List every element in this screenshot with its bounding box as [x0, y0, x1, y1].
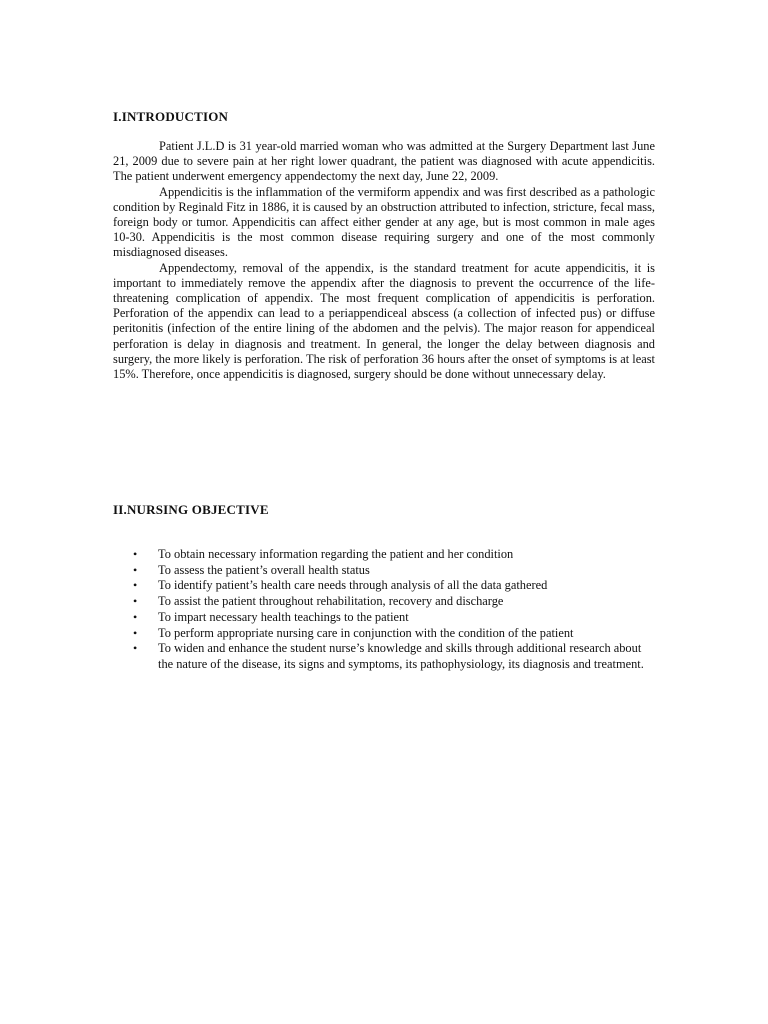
bullet-icon: •	[133, 578, 138, 593]
list-item	[113, 578, 655, 594]
bullet-icon: •	[133, 547, 138, 561]
intro-paragraph-appendicitis: Appendicitis is the inflammation of the vermiform appendix and was first described as a pathologic condition by Reginald Fitz in 1886, it is caused by an obstruction attributed to infection, stricture, fecal mass, foreign body or tumor. Appendicitis can affect either gender at any age, but is most common in male ages 10-30. Appendicitis is the most common disease requiring surgery and one of the most commonly misdiagnosed diseases.	[113, 184, 655, 260]
objective-text: To perform appropriate nursing care in conjunction with the condition of the patient	[158, 625, 574, 640]
list-item	[113, 610, 655, 626]
bullet-icon: •	[133, 594, 138, 609]
objective-text: To widen and enhance the student nurse’s knowledge and skills through additional research about the nature of the disease, its signs and symptoms, its pathophysiology, its diagnosis and treatment.	[158, 641, 644, 671]
objective-text: To assess the patient’s overall health status	[158, 562, 370, 577]
list-item	[113, 594, 655, 610]
objectives-list	[113, 547, 655, 673]
bullet-icon: •	[133, 609, 138, 624]
list-item	[113, 563, 655, 579]
introduction-heading: I.INTRODUCTION	[113, 109, 229, 124]
objective-text: To impart necessary health teachings to the patient	[158, 609, 409, 624]
bullet-icon: •	[133, 562, 138, 577]
list-item	[113, 641, 655, 672]
objective-text: To obtain necessary information regarding the patient and her condition	[158, 547, 514, 561]
objective-text: To assist the patient throughout rehabilitation, recovery and discharge	[158, 594, 504, 609]
list-item	[113, 547, 655, 563]
intro-paragraph-appendectomy: Appendectomy, removal of the appendix, is the standard treatment for acute appendicitis, it is important to immediately remove the appendix after the diagnosis to prevent the occurrence of the life-threatening complication of appendix. The most frequent complication of appendicitis is perforation. Perforation of the appendix can lead to a periappendiceal abscess (a collection of infected pus) or diffuse peritonitis (infection of the entire lining of the abdomen and the pelvis). The major reason for appendiceal perforation is delay in diagnosis and treatment. In general, the longer the delay between diagnosis and surgery, the more likely is perforation. The risk of perforation 36 hours after the onset of symptoms is at least 15%. Therefore, once appendicitis is diagnosed, surgery should be done without unnecessary delay.	[113, 260, 655, 382]
introduction-body	[113, 139, 655, 382]
bullet-icon: •	[133, 641, 138, 656]
list-item	[113, 626, 655, 642]
objective-text: To identify patient’s health care needs through analysis of all the data gathered	[158, 578, 548, 593]
intro-paragraph-patient: Patient J.L.D is 31 year-old married woman who was admitted at the Surgery Department last June 21, 2009 due to severe pain at her right lower quadrant, the patient was diagnosed with acute appendicitis. The patient underwent emergency appendectomy the next day, June 22, 2009.	[113, 139, 655, 184]
nursing-objective-heading: II.NURSING OBJECTIVE	[113, 502, 269, 517]
bullet-icon: •	[133, 625, 138, 640]
